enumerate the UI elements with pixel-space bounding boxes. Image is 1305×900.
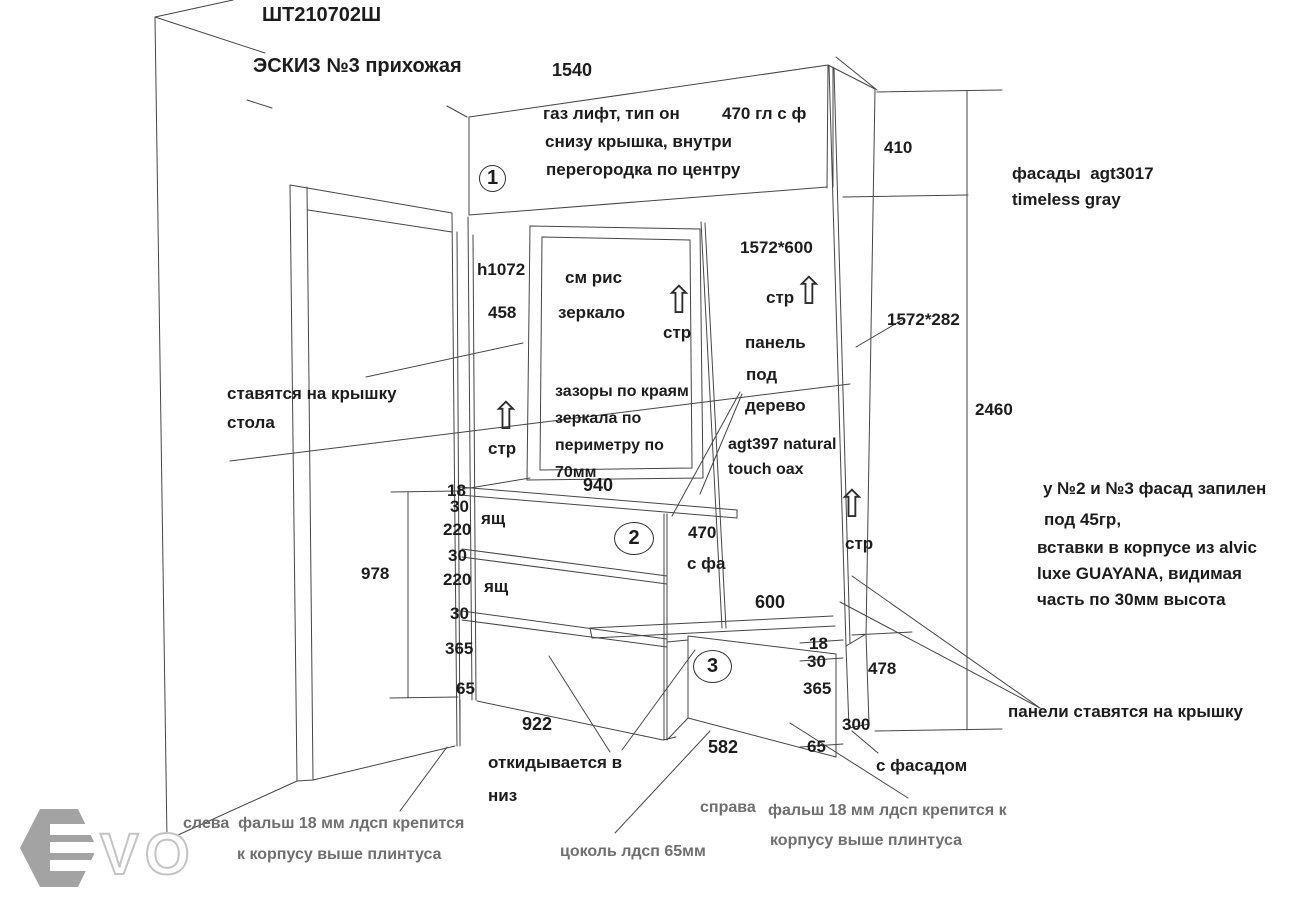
dim-410: 410 [884, 138, 913, 157]
mirror-gap-note-3: периметру по [555, 437, 664, 454]
dim-940: 940 [583, 475, 614, 495]
unit1-note-bottom: снизу крышка, внутри [545, 132, 732, 151]
dim-1572x282: 1572*282 [887, 310, 960, 329]
dim-458: 458 [488, 303, 517, 322]
dim-365-right: 365 [803, 679, 832, 698]
dim-65-left: 65 [456, 679, 475, 698]
panels-on-top-note: панели ставятся на крышку [1008, 702, 1243, 721]
with-facade-note: с фасадом [876, 756, 968, 775]
tabletop-note-2: стола [227, 413, 275, 432]
unit1-note-gaslift: газ лифт, тип он [543, 104, 680, 123]
panel-note-2: под [746, 365, 778, 384]
dim-18-right: 18 [809, 634, 828, 653]
facade-note-1: фасады agt3017 [1012, 164, 1154, 183]
dim-922: 922 [522, 714, 553, 734]
wall-and-door-lines [155, 0, 467, 840]
left-false-note-1: слева фальш 18 мм лдсп крепится [183, 815, 465, 832]
up-arrow-left: ⇧ [490, 396, 522, 438]
upper-cabinet-lines [468, 57, 877, 700]
str-niche: стр [845, 534, 874, 553]
evo-logo [20, 809, 196, 887]
right-false-note-1: фальш 18 мм лдсп крепится к [768, 802, 1007, 819]
unit1-note-gl: 470 гл с ф [722, 104, 807, 123]
dim-1572x600: 1572*600 [740, 238, 813, 257]
dim-30-right: 30 [807, 652, 826, 671]
dim-2460: 2460 [975, 400, 1013, 419]
mirror-gap-note-2: зеркала по [555, 410, 642, 427]
dim-600: 600 [755, 592, 786, 612]
miter-note-2: под 45гр, [1044, 510, 1122, 529]
right-side-word: справа [700, 799, 756, 816]
insert-note-1: вставки в корпусе из alvic [1037, 538, 1257, 557]
up-arrow-niche: ⇧ [836, 484, 868, 526]
panel-note-3: дерево [745, 396, 806, 415]
product-code: ШТ210702Ш [262, 4, 382, 26]
panel-material-2: touch oax [728, 461, 804, 478]
dim-h1072: h1072 [477, 260, 526, 279]
str-mirror: стр [663, 323, 692, 342]
dim-365-left: 365 [445, 639, 474, 658]
dim-220-b: 220 [443, 570, 472, 589]
dim-30-a: 30 [450, 497, 469, 516]
str-panel: стр [766, 288, 795, 307]
tabletop-note-1: ставятся на крышку [227, 384, 397, 403]
dim-470-suffix: с фа [687, 554, 726, 573]
mirror-note-see: см рис [565, 268, 623, 287]
dim-220-a: 220 [443, 520, 472, 539]
dim-978: 978 [361, 564, 390, 583]
right-false-note-2: корпусу выше плинтуса [770, 832, 962, 849]
up-arrow-panel: ⇧ [793, 271, 825, 313]
dim-65-right: 65 [807, 737, 826, 756]
unit1-note-divider: перегородка по центру [546, 160, 741, 179]
left-false-note-2: к корпусу выше плинтуса [237, 846, 442, 863]
logo-letters: VO [100, 822, 196, 887]
fold-note-1: откидывается в [488, 753, 623, 772]
insert-note-2: luxe GUAYANA, видимая [1037, 564, 1242, 583]
dim-30-c: 30 [450, 604, 469, 623]
plinth-note: цоколь лдсп 65мм [560, 843, 706, 860]
dim-30-b: 30 [448, 546, 467, 565]
dim-18-left: 18 [447, 481, 466, 500]
facade-note-2: timeless gray [1012, 190, 1121, 209]
unit-circle-2: 2 [614, 522, 654, 555]
drawer-label-1: ящ [481, 509, 506, 528]
mirror-label: зеркало [558, 303, 625, 322]
dim-582: 582 [708, 737, 739, 757]
mirror-gap-note-4: 70мм [555, 464, 597, 481]
sketch-title: ЭСКИЗ №3 прихожая [253, 55, 462, 77]
dim-478: 478 [868, 659, 897, 678]
dim-top-width: 1540 [552, 60, 593, 80]
dim-470: 470 [688, 523, 717, 542]
dim-300: 300 [842, 715, 871, 734]
panel-note-1: панель [745, 333, 806, 352]
insert-note-3: часть по 30мм высота [1037, 590, 1226, 609]
str-left: стр [488, 439, 517, 458]
mirror-gap-note-1: зазоры по краям [555, 383, 689, 400]
panel-material-1: agt397 natural [728, 436, 837, 453]
unit-circle-3: 3 [693, 650, 732, 683]
drawer-unit-lines [390, 475, 737, 745]
fold-note-2: низ [488, 786, 518, 805]
miter-note-1: у №2 и №3 фасад запилен [1043, 479, 1267, 498]
up-arrow-mirror: ⇧ [663, 280, 695, 322]
drawer-label-2: ящ [484, 577, 509, 596]
unit-circle-1: 1 [479, 165, 506, 192]
